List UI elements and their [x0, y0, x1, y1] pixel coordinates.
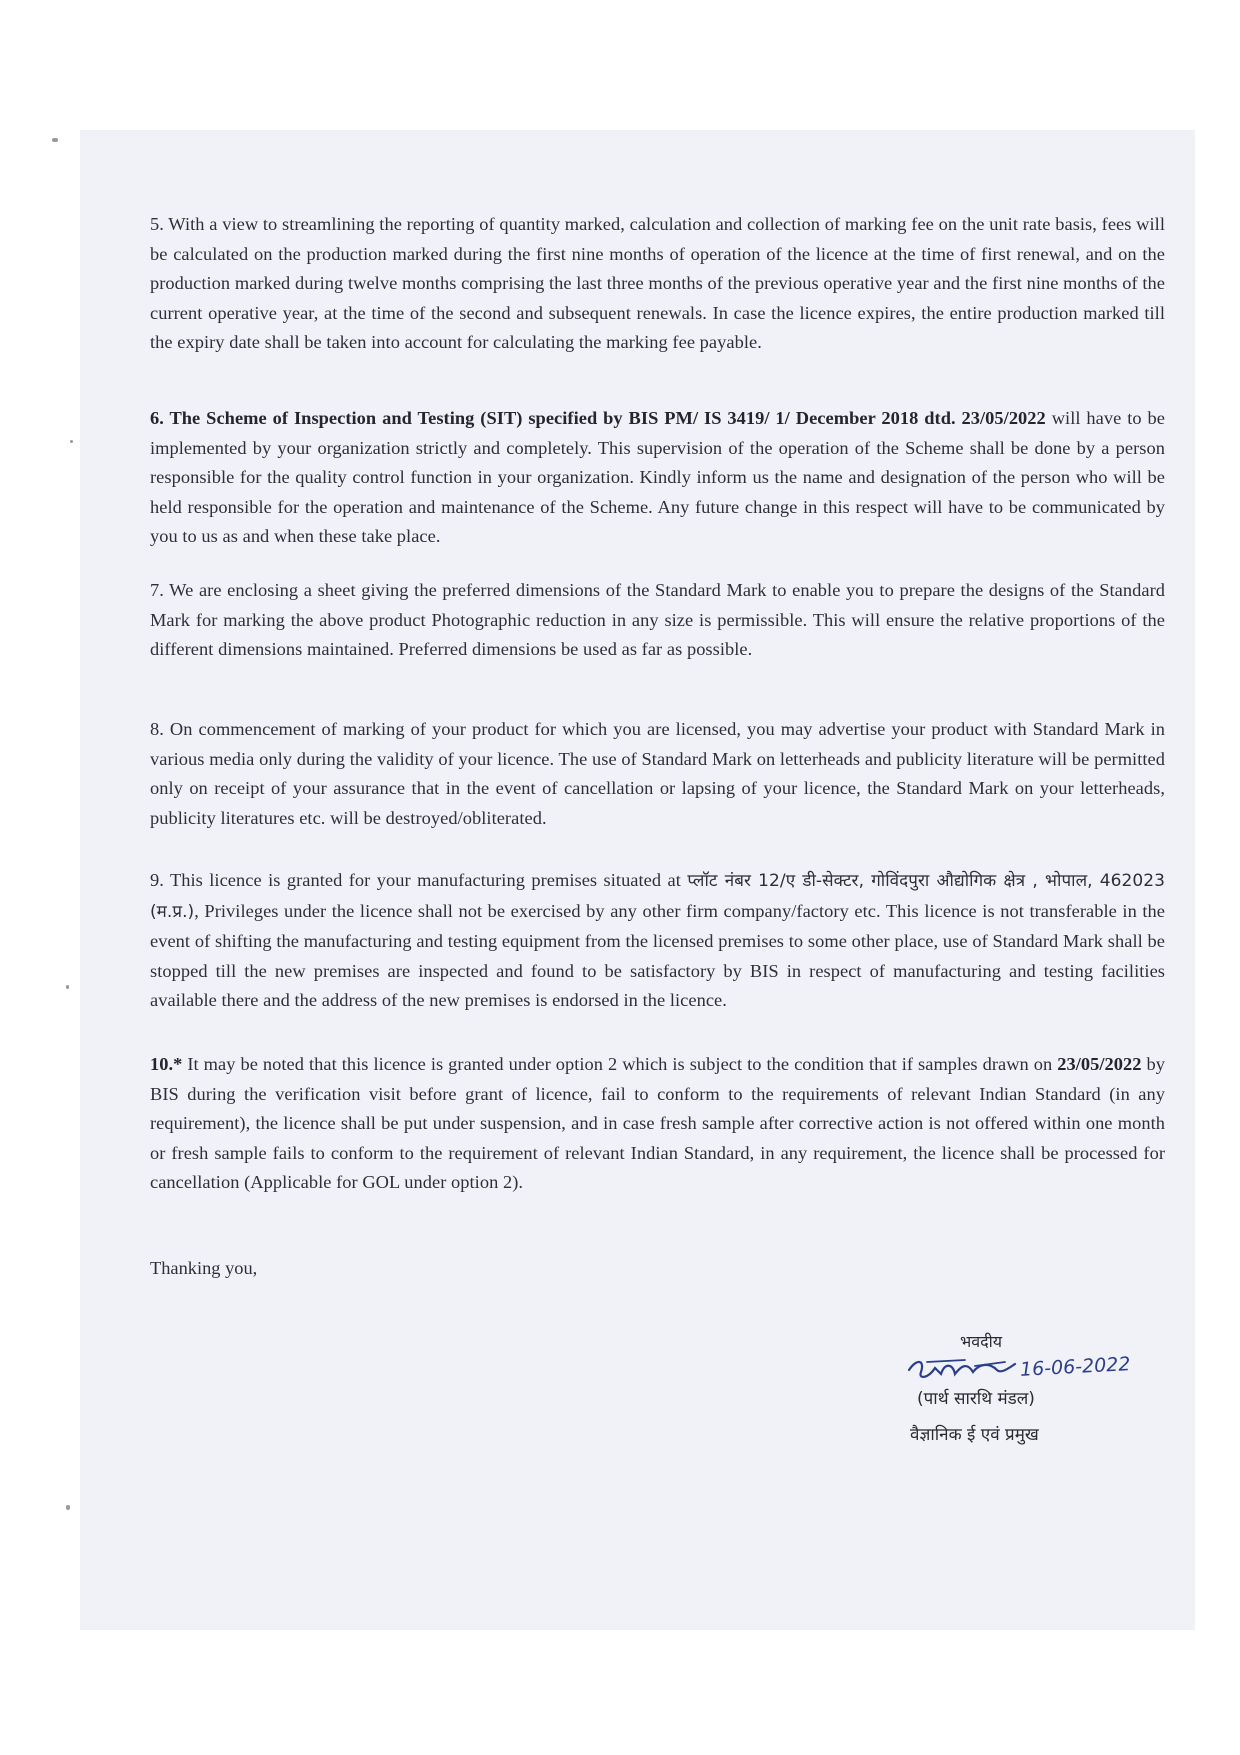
paragraph-10-option-2-condition [150, 1050, 1165, 1198]
signatory-designation: वैज्ञानिक ई एवं प्रमुख [910, 1425, 1039, 1445]
paragraph-9-text: , Privileges under the licence shall not be exercised by any other firm company/factory etc. This licence is not transferable in the event of shifting the manufacturing and testing equipment from the licensed premises to some other place, use of Standard Mark shall be stopped till the new premises are inspected and found to be satisfactory by BIS in respect of manufacturing and testing facilities available there and the address of the new premises is endorsed in the licence. [150, 900, 1165, 1010]
scan-speck [52, 138, 58, 142]
signatory-name: (पार्थ सारथि मंडल) [917, 1389, 1035, 1409]
paragraph-8-advertising [150, 715, 1165, 833]
handwritten-signature [905, 1348, 1020, 1388]
paragraph-10-number: 10.* [150, 1054, 183, 1074]
paragraph-7-text: 7. We are enclosing a sheet giving the preferred dimensions of the Standard Mark to enable you to prepare the designs of the Standard Mark for marking the above product Photographic reduction in any size is permissible. This will ensure the relative proportions of the different dimensions maintained. Preferred dimensions be used as far as possible. [150, 580, 1165, 659]
paragraph-9-manufacturing-premises [150, 866, 1165, 1016]
scan-speck [66, 985, 69, 989]
paragraph-6-heading: 6. The Scheme of Inspection and Testing (SIT) specified by BIS PM/ IS 3419/ 1/ December 2018 dtd. 23/05/2022 [150, 408, 1046, 428]
signature-greeting: भवदीय [960, 1332, 1003, 1351]
paragraph-5-text: 5. With a view to streamlining the reporting of quantity marked, calculation and collection of marking fee on the unit rate basis, fees will be calculated on the production marked during the first nine months of operation of the licence at the time of first renewal, and on the production marked during twelve months comprising the last three months of the previous operative year and the first nine months of the current operative year, at the time of the second and subsequent renewals. In case the licence expires, the entire production marked till the expiry date shall be taken into account for calculating the marking fee payable. [150, 214, 1165, 352]
premises-address: प्लॉट नंबर 12/ए डी-सेक्टर, गोविंदपुरा औद्योगिक क्षेत्र , भोपाल, 462023 (म.प्र.) [150, 871, 1166, 922]
scan-speck [66, 1505, 70, 1510]
closing-salutation: Thanking you, [150, 1258, 258, 1278]
paragraph-10-text-a: It may be noted that this licence is granted under option 2 which is subject to the condition that if samples drawn on [182, 1054, 1058, 1074]
paragraph-6-scheme-of-inspection [150, 404, 1165, 552]
paragraph-7-standard-mark-dimensions [150, 576, 1165, 665]
handwritten-date: 16-06-2022 [1019, 1353, 1131, 1381]
paragraph-6-text: will have to be implemented by your organization strictly and completely. This supervision of the operation of the Scheme shall be done by a person responsible for the quality control function in your organization. Kindly inform us the name and designation of the person who will be held responsible for the operation and maintenance of the Scheme. Any future change in this respect will have to be communicated by you to us as and when these take place. [150, 408, 1165, 546]
paragraph-5-marking-fee [150, 210, 1165, 358]
paragraph-10-text-b: by BIS during the verification visit before grant of licence, fail to conform to the requirements of relevant Indian Standard (in any requirement), the licence shall be put under suspension, and in case fresh sample after corrective action is not offered within one month or fresh sample fails to conform to the requirement of relevant Indian Standard, in any requirement, the licence shall be processed for cancellation (Applicable for GOL under option 2). [150, 1054, 1165, 1192]
scan-speck [70, 440, 73, 443]
paragraph-8-text: 8. On commencement of marking of your product for which you are licensed, you may advertise your product with Standard Mark in various media only during the validity of your licence. The use of Standard Mark on letterheads and publicity literature will be permitted only on receipt of your assurance that in the event of cancellation or lapsing of your licence, the Standard Mark on your letterheads, publicity literatures etc. will be destroyed/obliterated. [150, 719, 1165, 828]
paragraph-9-intro: 9. This licence is granted for your manufacturing premises situated at [150, 870, 688, 890]
sample-date: 23/05/2022 [1057, 1054, 1142, 1074]
